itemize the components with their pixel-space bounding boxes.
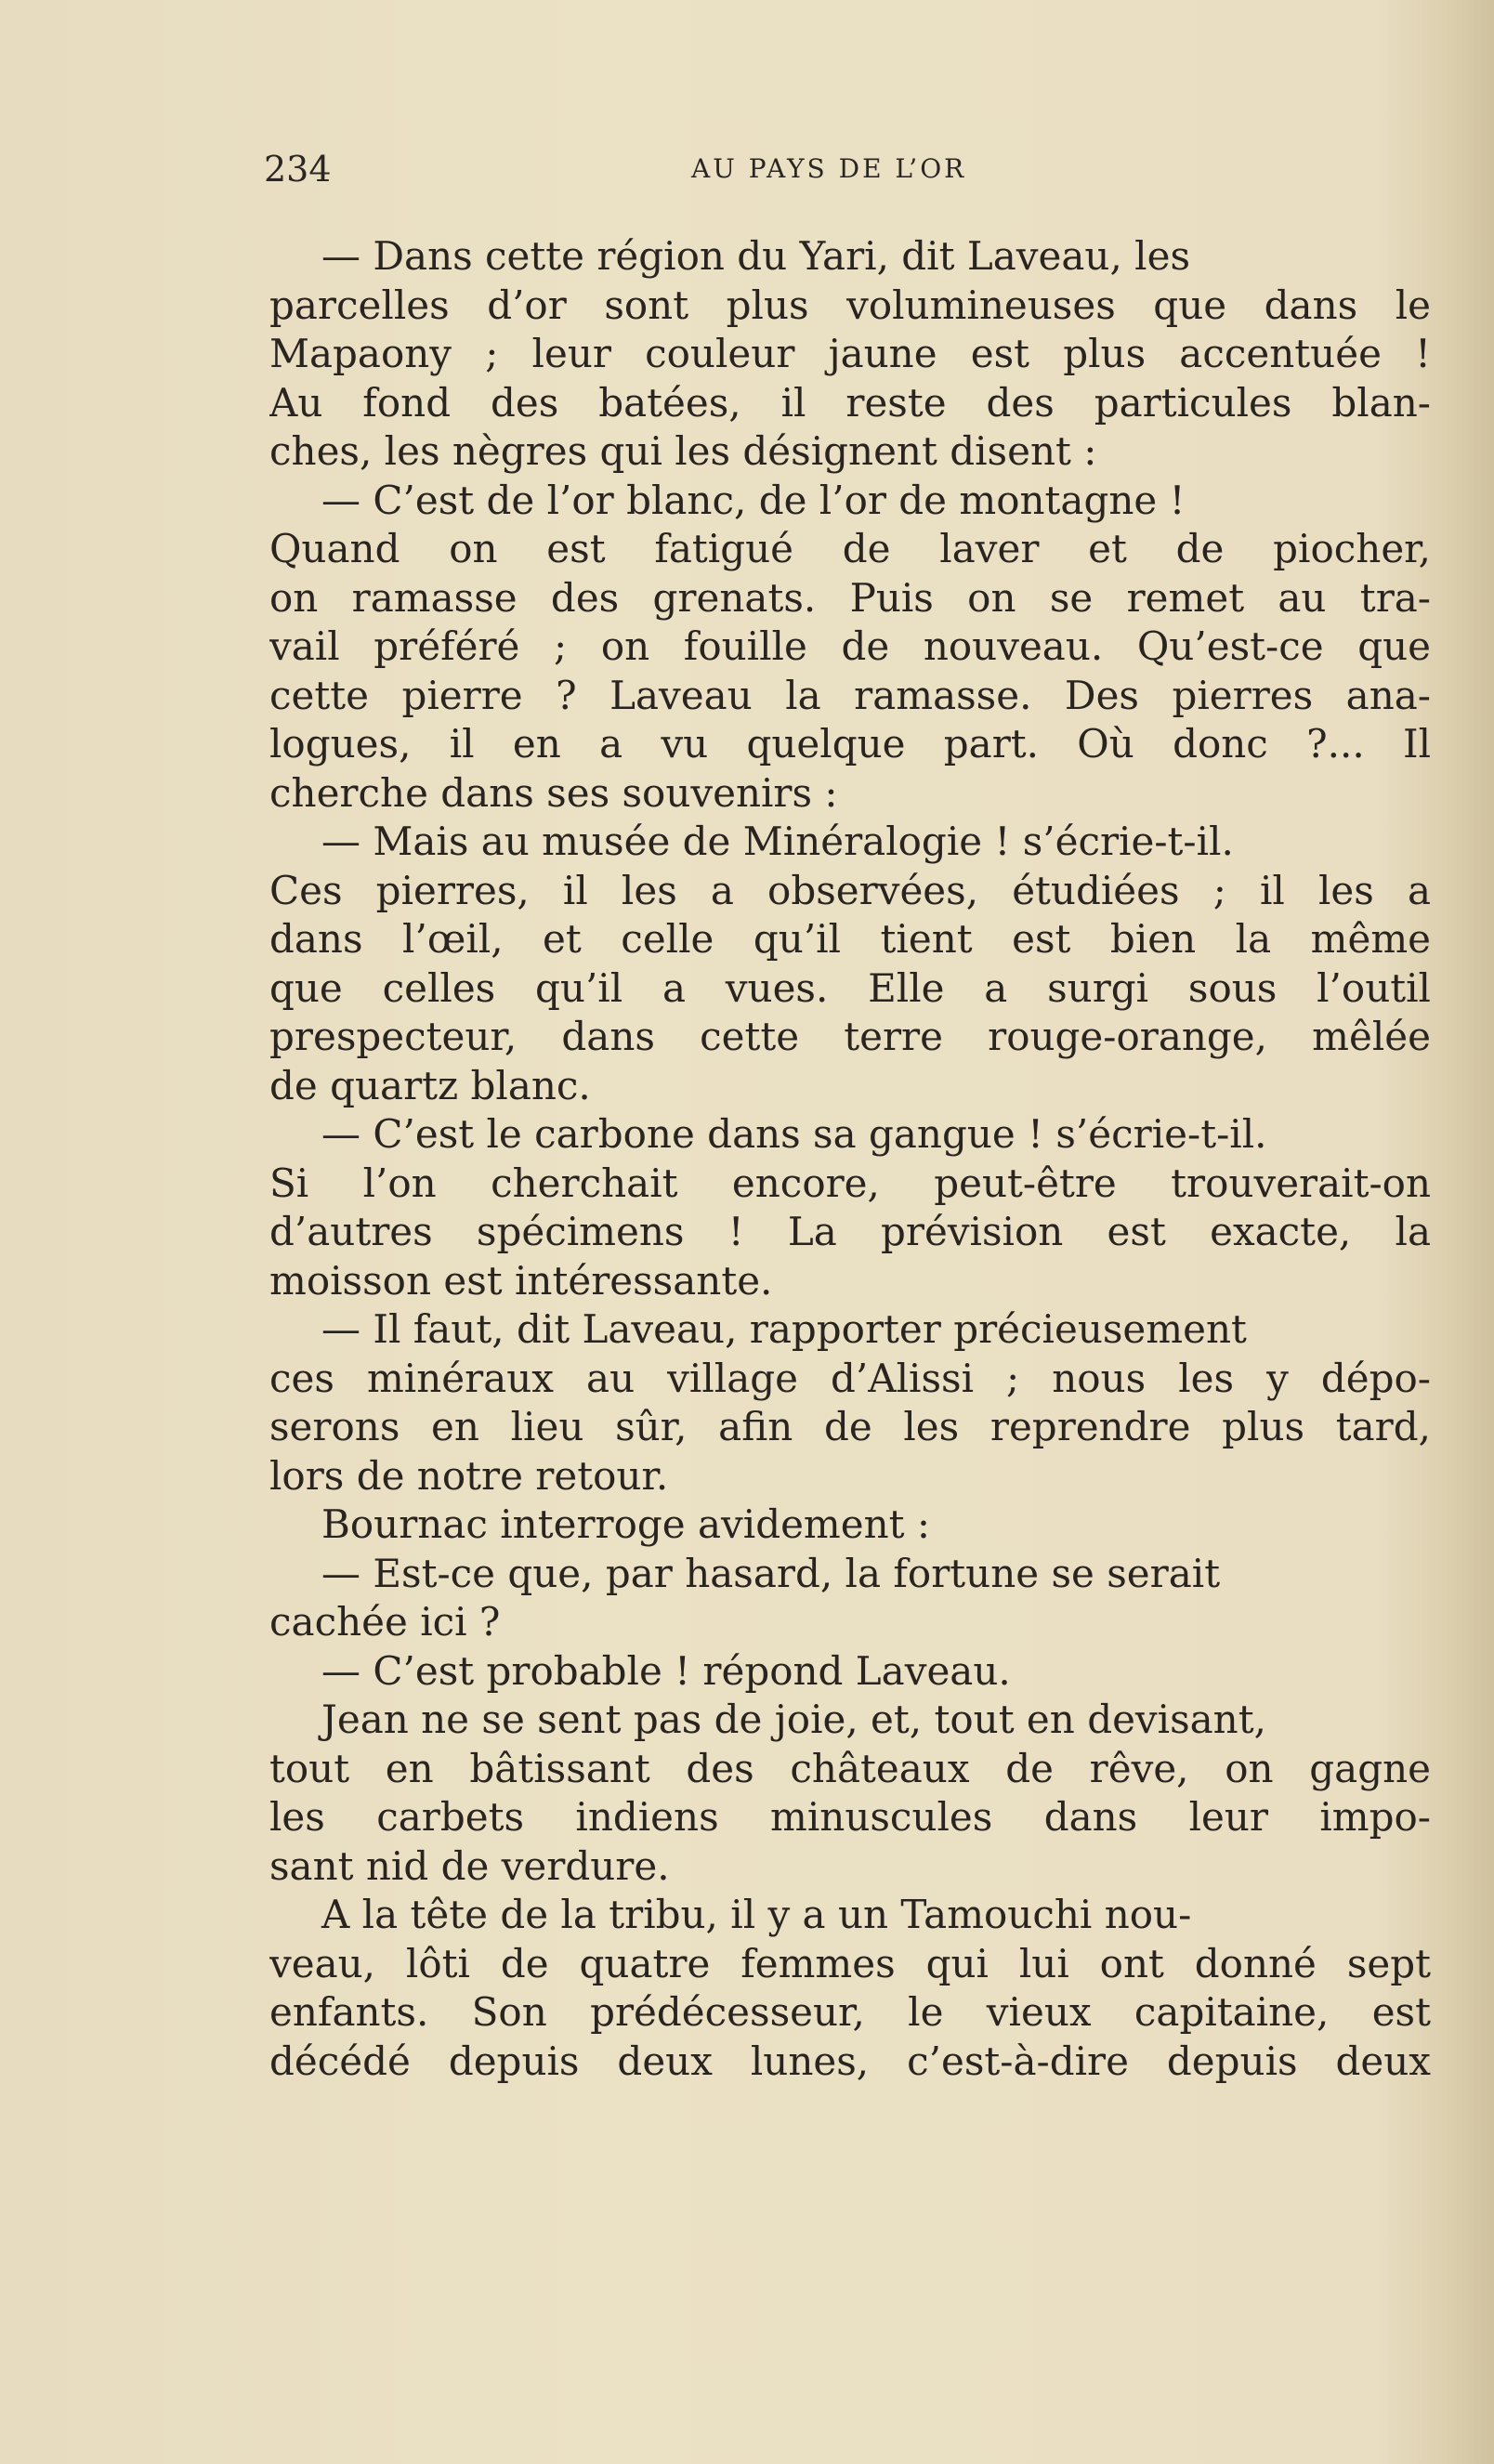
text-line: de quartz blanc. (269, 1062, 591, 1108)
text-line: logues, il en a vu quelque part. Où donc ?... Il (269, 721, 1431, 767)
text-line: Au fond des batées, il reste des particules blan- (269, 379, 1431, 426)
text-line: Si l’on cherchait encore, peut-être trouverait-on (269, 1160, 1431, 1206)
text-line: — Dans cette région du Yari, dit Laveau, les (321, 233, 1190, 279)
running-head (264, 141, 1435, 197)
text-line: Quand on est fatigué de laver et de piocher, (269, 526, 1431, 571)
text-line: on ramasse des grenats. Puis on se remet au tra- (269, 574, 1431, 621)
text-line: enfants. Son prédécesseur, le vieux capitaine, est (269, 1989, 1431, 2035)
text-line: prespecteur, dans cette terre rouge-orange, mêlée (269, 1014, 1431, 1059)
text-line: que celles qu’il a vues. Elle a surgi sous l’outil (269, 964, 1431, 1011)
text-line: cherche dans ses souvenirs : (269, 769, 838, 816)
text-line: Bournac interroge avidement : (321, 1501, 931, 1547)
text-line: Jean ne se sent pas de joie, et, tout en devisant, (321, 1697, 1266, 1742)
text-line: parcelles d’or sont plus volumineuses que dans le (269, 282, 1431, 328)
text-line: dans l’œil, et celle qu’il tient est bien la même (269, 916, 1431, 962)
text-line: cette pierre ? Laveau la ramasse. Des pierres ana- (269, 672, 1431, 718)
text-line: lors de notre retour. (269, 1452, 669, 1499)
text-line: tout en bâtissant des châteaux de rêve, on gagne (269, 1745, 1431, 1791)
running-title: AU PAYS DE L’OR (691, 153, 967, 184)
text-line: d’autres spécimens ! La prévision est exacte, la (269, 1209, 1431, 1254)
text-line: ches, les nègres qui les désignent disent : (269, 428, 1097, 474)
text-line: — Il faut, dit Laveau, rapporter précieusement (321, 1306, 1247, 1352)
text-line: Mapaony ; leur couleur jaune est plus accentuée ! (269, 331, 1431, 376)
text-line: — C’est probable ! répond Laveau. (321, 1647, 1011, 1694)
text-line: cachée ici ? (269, 1599, 501, 1645)
text-line: — Est-ce que, par hasard, la fortune se serait (321, 1550, 1221, 1596)
text-line: sant nid de verdure. (269, 1842, 670, 1889)
text-line: les carbets indiens minuscules dans leur impo- (269, 1794, 1431, 1840)
text-line: décédé depuis deux lunes, c’est-à-dire depuis deux (269, 2038, 1431, 2084)
page-number: 234 (264, 149, 332, 190)
text-line: A la tête de la tribu, il y a un Tamouchi nou- (321, 1892, 1192, 1937)
text-line: — C’est de l’or blanc, de l’or de montagne ! (321, 477, 1186, 523)
text-line: serons en lieu sûr, afin de les reprendre plus tard, (269, 1404, 1431, 1449)
text-line: moisson est intéressante. (269, 1257, 773, 1304)
text-line: veau, lôti de quatre femmes qui lui ont donné sept (269, 1940, 1431, 1986)
text-line: — C’est le carbone dans sa gangue ! s’écrie-t-il. (321, 1111, 1267, 1157)
text-line: vail préféré ; on fouille de nouveau. Qu’est-ce que (269, 623, 1431, 669)
text-line: Ces pierres, il les a observées, étudiées ; il les a (269, 867, 1431, 913)
body-text (269, 232, 1431, 2086)
text-line: — Mais au musée de Minéralogie ! s’écrie-t-il. (321, 819, 1234, 864)
text-line: ces minéraux au village d’Alissi ; nous les y dépo- (269, 1355, 1431, 1401)
